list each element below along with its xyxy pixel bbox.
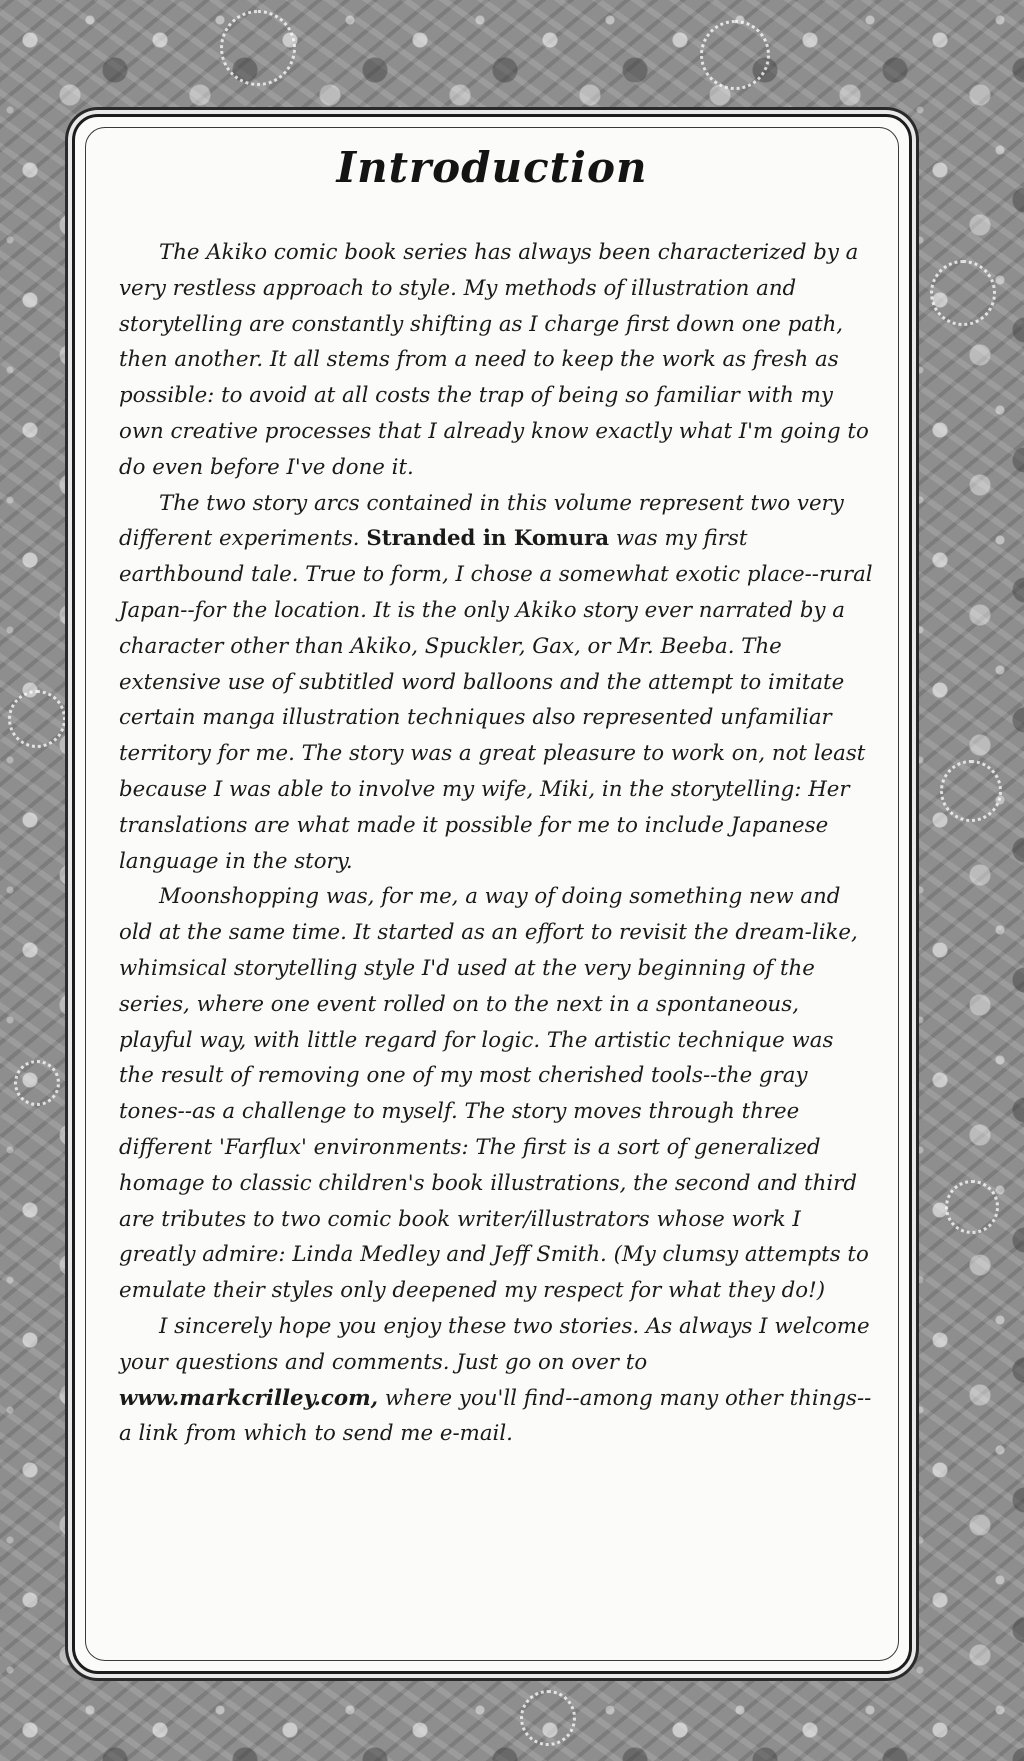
website-link[interactable]: www.markcrilley.com, <box>119 1385 379 1411</box>
paragraph-4-text-start: I sincerely hope you enjoy these two stories. As always I welcome your questions and comments. Just go on over to <box>119 1313 870 1375</box>
paragraph-4 <box>119 1309 873 1452</box>
flower-ornament-icon <box>520 1690 576 1746</box>
flower-ornament-icon <box>945 1180 999 1234</box>
flower-ornament-icon <box>14 1060 60 1106</box>
introduction-panel <box>72 114 912 1674</box>
paragraph-2-text-end: was my first earthbound tale. True to form, I chose a somewhat exotic place--rural Japan--for the location. It is the only Akiko story ever narrated by a character other than Akiko, Spuckler, Gax, or Mr. Beeba. The extensive use of subtitled word balloons and the attempt to imitate certain manga illustration techniques also represented unfamiliar territory for me. The story was a great pleasure to work on, not least because I was able to involve my wife, Miki, in the storytelling: Her translations are what made it possible for me to include Japanese language in the story. <box>119 526 873 874</box>
flower-ornament-icon <box>700 20 770 90</box>
flower-ornament-icon <box>930 260 996 326</box>
flower-ornament-icon <box>8 690 66 748</box>
paragraph-2-text-start: The two story arcs contained in this volume represent two very different experiments. <box>119 490 844 552</box>
flower-ornament-icon <box>940 760 1002 822</box>
introduction-body <box>119 235 873 1452</box>
paragraph-3-text: Moonshopping was, for me, a way of doing something new and old at the same time. It started as an effort to revisit the dream-like, whimsical storytelling style I'd used at the very beginning of the series, where one event rolled on to the next in a spontaneous, playful way, with little regard for logic. The artistic technique was the result of removing one of my most cherished tools--the gray tones--as a challenge to myself. The story moves through three different 'Farflux' environments: The first is a sort of generalized homage to classic children's book illustrations, the second and third are tributes to two comic book writer/illustrators whose work I greatly admire: Linda Medley and Jeff Smith. (My clumsy attempts to emulate their styles only deepened my respect for what they do!) <box>119 884 869 1304</box>
paragraph-4-text-end: where you'll find--among many other things--a link from which to send me e-mail. <box>119 1385 872 1447</box>
flower-ornament-icon <box>220 10 296 86</box>
paragraph-3 <box>119 879 873 1309</box>
paragraph-1 <box>119 235 873 486</box>
page-title: Introduction <box>336 143 648 192</box>
paragraph-2 <box>119 486 873 880</box>
paragraph-1-text: The Akiko comic book series has always been characterized by a very restless approach to style. My methods of illustration and storytelling are constantly shifting as I charge first down one path, then another. It all stems from a need to keep the work as fresh as possible: to avoid at all costs the trap of being so familiar with my own creative processes that I already know exactly what I'm going to do even before I've done it. <box>119 240 869 480</box>
book-title-stranded-in-komura: Stranded in Komura <box>366 526 610 552</box>
